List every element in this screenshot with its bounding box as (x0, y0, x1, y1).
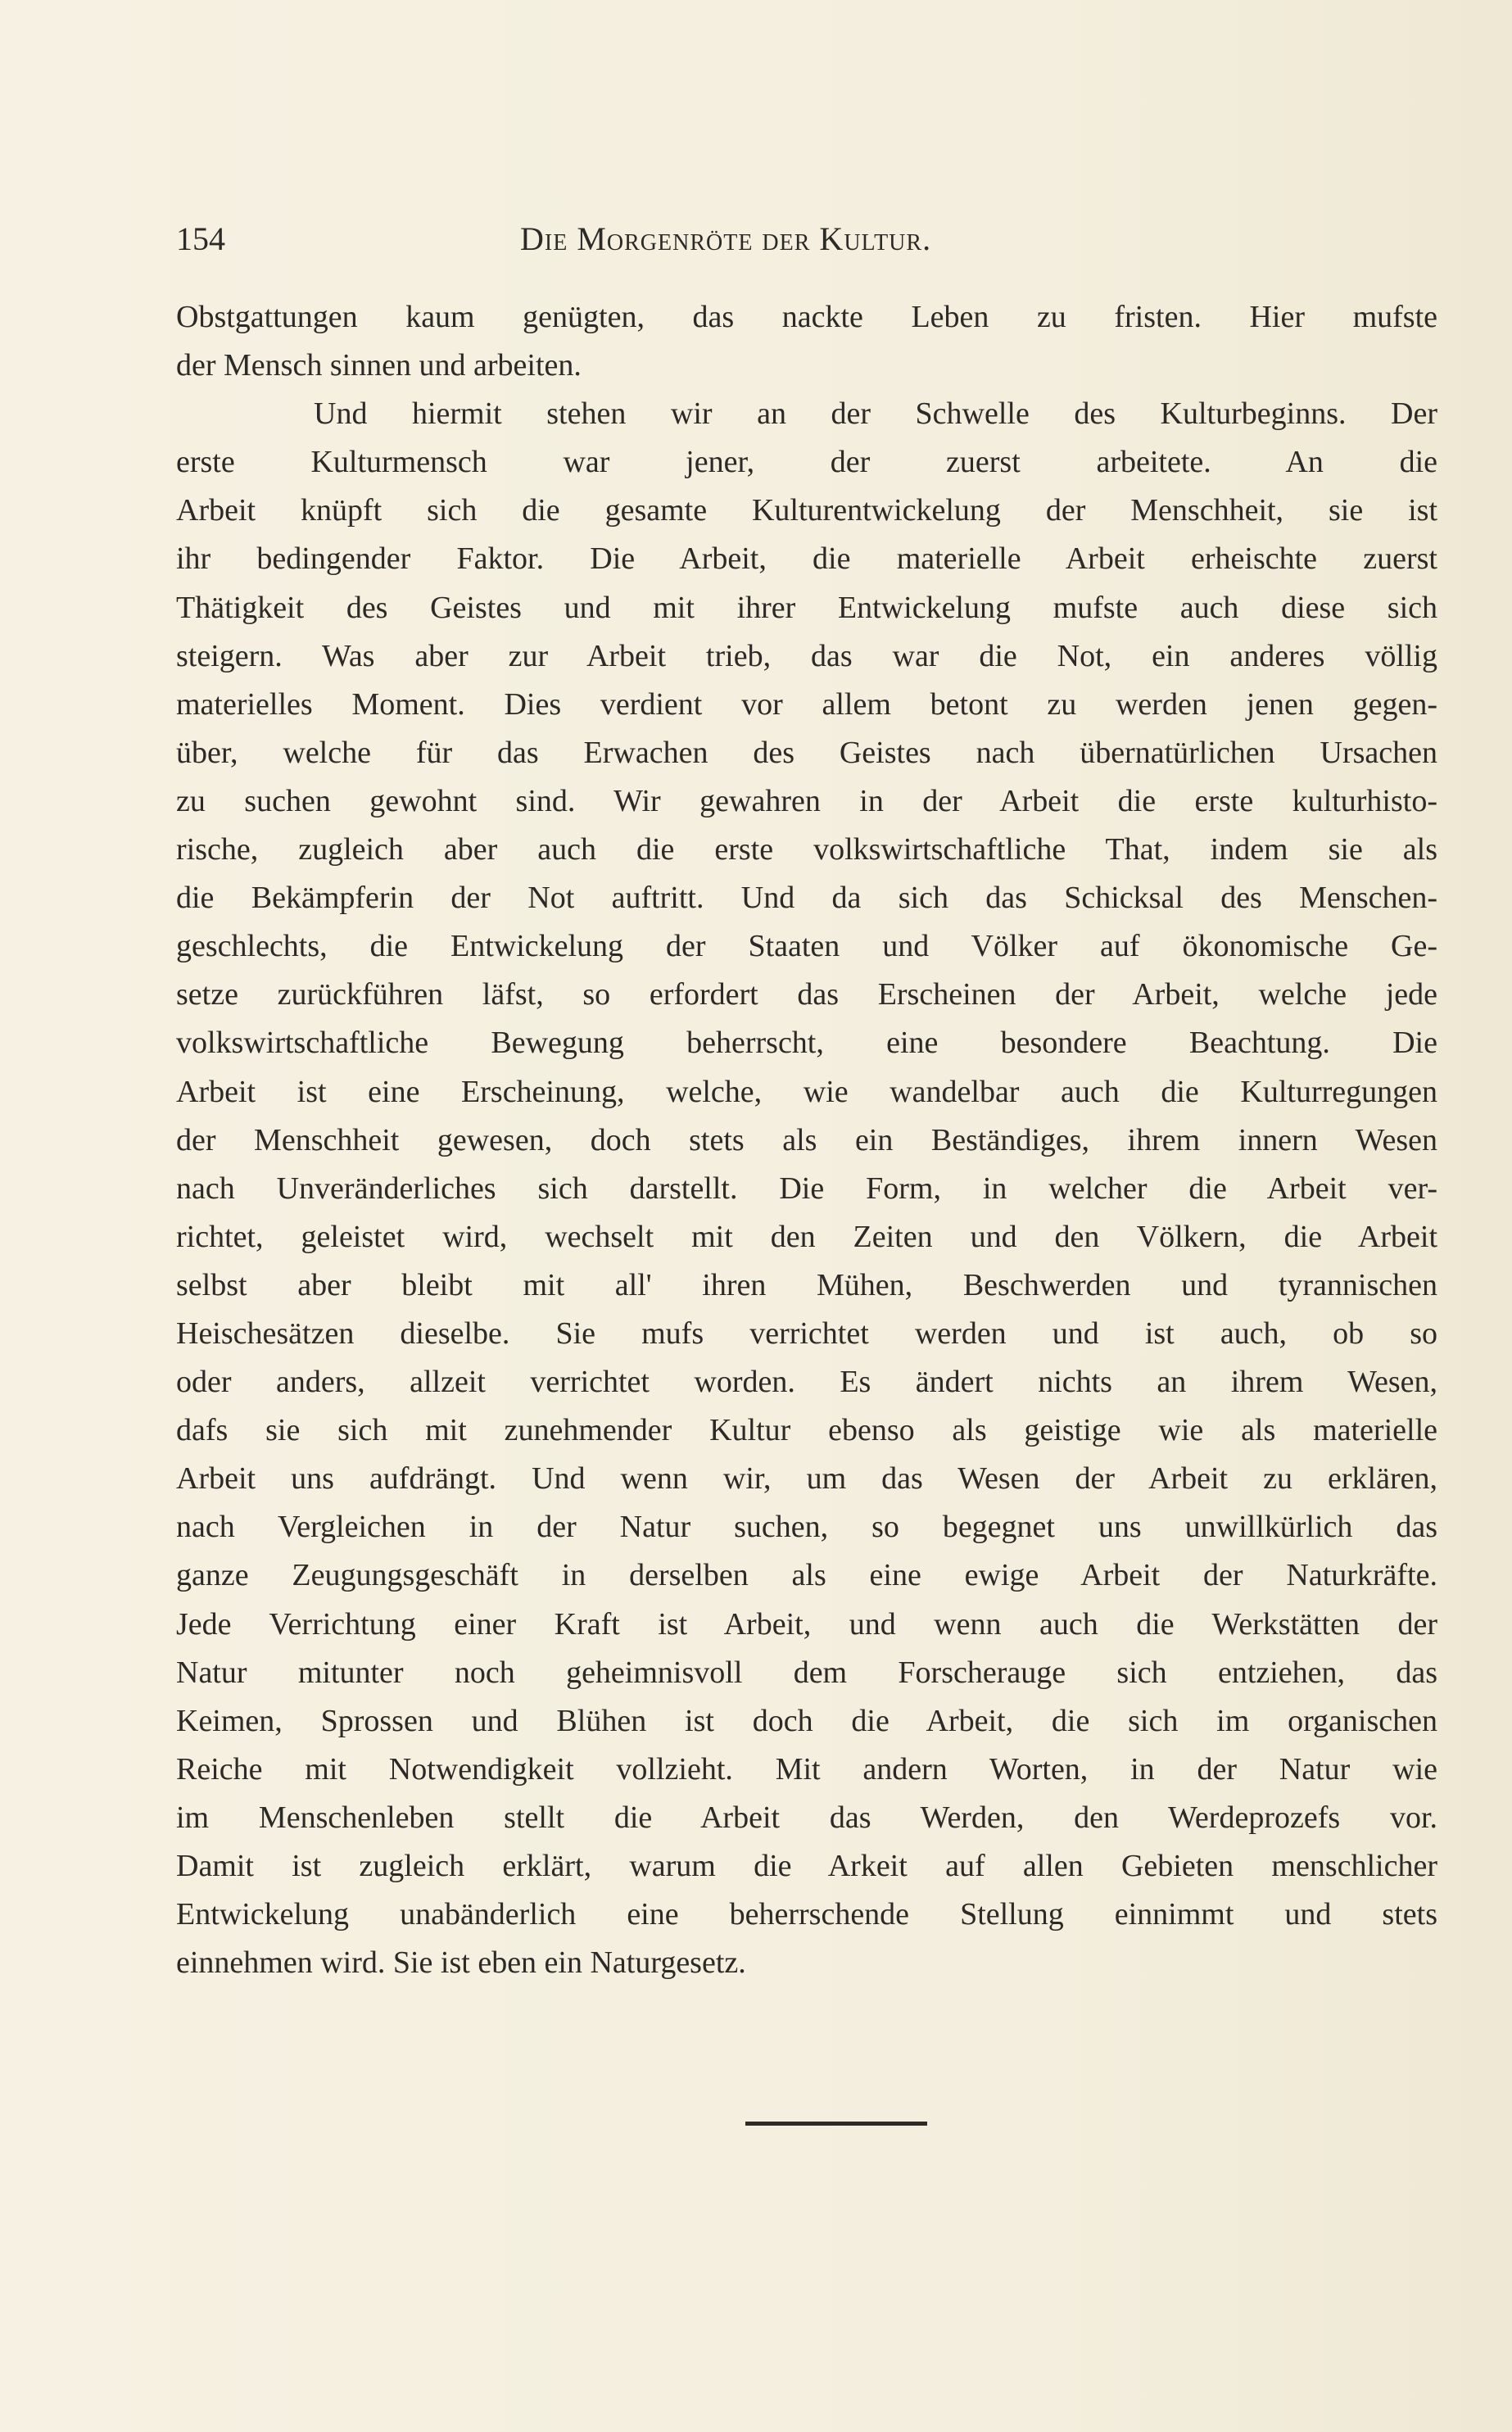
text-line: Keimen, Sprossen und Blühen ist doch die Arbeit, die sich im organischen (176, 1703, 1437, 1738)
text-line: der Menschheit gewesen, doch stets als ein Beständiges, ihrem innern Wesen (176, 1122, 1437, 1157)
text-line: richtet, geleistet wird, wechselt mit den Zeiten und den Völkern, die Arbeit (176, 1219, 1437, 1254)
text-line: Obstgattungen kaum genügten, das nackte Leben zu fristen. Hier mufste (176, 300, 1437, 334)
text-line: ganze Zeugungsgeschäft in derselben als eine ewige Arbeit der Naturkräfte. (176, 1558, 1437, 1593)
page-number: 154 (176, 220, 225, 257)
text-line: dafs sie sich mit zunehmender Kultur ebenso als geistige wie als materielle (176, 1413, 1437, 1448)
text-line: setze zurückführen läfst, so erfordert das Erscheinen der Arbeit, welche jede (176, 977, 1437, 1012)
text-line: geschlechts, die Entwickelung der Staaten und Völker auf ökonomische Ge- (176, 929, 1437, 964)
text-line: Arbeit uns aufdrängt. Und wenn wir, um das Wesen der Arbeit zu erklären, (176, 1461, 1437, 1497)
text-line: Damit ist zugleich erklärt, warum die Arkeit auf allen Gebieten menschlicher (176, 1849, 1437, 1883)
text-line: zu suchen gewohnt sind. Wir gewahren in der Arbeit die erste kulturhisto- (176, 783, 1437, 818)
running-title: Die Morgenröte der Kultur. (520, 220, 932, 257)
section-divider (745, 2122, 927, 2126)
text-line: im Menschenleben stellt die Arbeit das Werden, den Werdeprozefs vor. (176, 1800, 1437, 1835)
text-line: der Mensch sinnen und arbeiten. (176, 348, 582, 383)
text-line: Arbeit knüpft sich die gesamte Kulturentwickelung der Menschheit, sie ist (176, 493, 1437, 528)
text-line: nach Vergleichen in der Natur suchen, so begegnet uns unwillkürlich das (176, 1510, 1437, 1545)
text-line: Reiche mit Notwendigkeit vollzieht. Mit andern Worten, in der Natur wie (176, 1751, 1437, 1787)
text-line: Und hiermit stehen wir an der Schwelle des Kulturbeginns. Der (314, 396, 1437, 432)
text-line: materielles Moment. Dies verdient vor allem betont zu werden jenen gegen- (176, 686, 1437, 722)
text-line: Heischesätzen dieselbe. Sie mufs verrichtet werden und ist auch, ob so (176, 1316, 1437, 1351)
text-line: die Bekämpferin der Not auftritt. Und da sich das Schicksal des Menschen- (176, 881, 1437, 916)
text-line: oder anders, allzeit verrichtet worden. Es ändert nichts an ihrem Wesen, (176, 1365, 1437, 1400)
text-line: steigern. Was aber zur Arbeit trieb, das war die Not, ein anderes völlig (176, 638, 1437, 673)
text-line: Thätigkeit des Geistes und mit ihrer Entwickelung mufste auch diese sich (176, 590, 1437, 625)
text-line: ihr bedingender Faktor. Die Arbeit, die materielle Arbeit erheischte zuerst (176, 541, 1437, 577)
text-line: selbst aber bleibt mit all' ihren Mühen, Beschwerden und tyrannischen (176, 1267, 1437, 1302)
text-line: erste Kulturmensch war jener, der zuerst arbeitete. An die (176, 445, 1437, 480)
text-line: rische, zugleich aber auch die erste volkswirtschaftliche That, indem sie als (176, 832, 1437, 867)
text-line: über, welche für das Erwachen des Geistes nach übernatürlichen Ursachen (176, 735, 1437, 770)
body-text (176, 293, 1437, 1987)
text-line: volkswirtschaftliche Bewegung beherrscht, eine besondere Beachtung. Die (176, 1026, 1437, 1061)
page-header (176, 215, 1437, 264)
text-line: einnehmen wird. Sie ist eben ein Naturgesetz. (176, 1945, 746, 1981)
text-line: Entwickelung unabänderlich eine beherrschende Stellung einnimmt und stets (176, 1897, 1437, 1932)
text-line: Arbeit ist eine Erscheinung, welche, wie wandelbar auch die Kulturregungen (176, 1074, 1437, 1109)
text-line: nach Unveränderliches sich darstellt. Die Form, in welcher die Arbeit ver- (176, 1171, 1437, 1206)
text-line: Jede Verrichtung einer Kraft ist Arbeit, und wenn auch die Werkstätten der (176, 1606, 1437, 1642)
text-line: Natur mitunter noch geheimnisvoll dem Forscherauge sich entziehen, das (176, 1655, 1437, 1690)
